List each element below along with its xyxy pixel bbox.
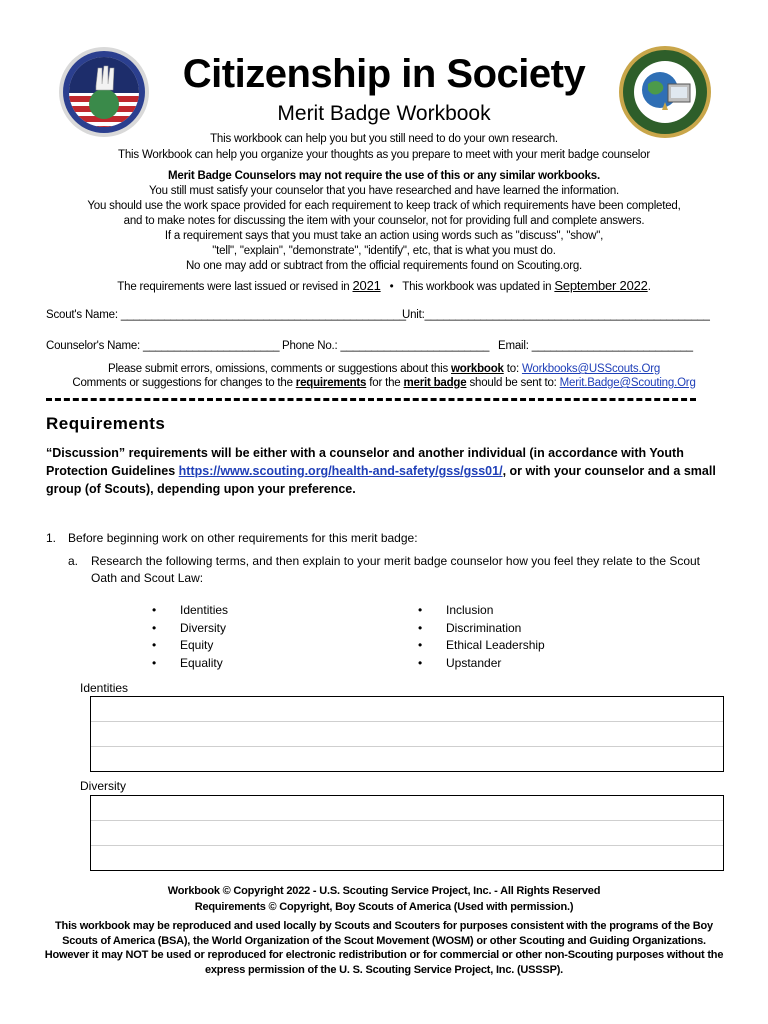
dashed-divider bbox=[46, 398, 696, 401]
updated-prefix: This workbook was updated in bbox=[402, 281, 552, 293]
workbooks-email-link[interactable]: Workbooks@USScouts.Org bbox=[521, 363, 661, 375]
intro-text: “Discussion” requirements will be either with a counselor and another individual (in accordance with Youth Protection Guidelines bbox=[46, 446, 684, 478]
identities-label: Identities bbox=[80, 681, 129, 695]
list-item: • Identities bbox=[152, 602, 372, 620]
intro-text: , or with your counselor and a small group (of Scouts), depending upon your preference. bbox=[46, 464, 716, 496]
notice-line: "tell", "explain", "demonstrate", "identify", etc, that is what you must do. bbox=[212, 245, 556, 257]
terms-list-left bbox=[152, 602, 372, 672]
requirements-word: requirements bbox=[295, 377, 367, 389]
feedback-text: for the bbox=[369, 377, 401, 389]
diversity-answer-box[interactable] bbox=[90, 795, 724, 871]
email-field[interactable]: Email: __________________________ bbox=[498, 340, 693, 352]
separator-bullet: • bbox=[389, 281, 394, 293]
reproduction-notice: This workbook may be reproduced and used locally by Scouts and Scouters for purposes consistent with the programs of the Boy Scouts of America (BSA), the World Organization of the Scout Movement (WOSM) or other Scouting and Guiding Organizations. However it may NOT be used or reproduced for electronic redistribution or for commercial or other non-Scouting purposes without the express permission of the U. S. Scouting Service Project, Inc. (USSSP). bbox=[44, 920, 724, 976]
page-subtitle: Merit Badge Workbook bbox=[277, 102, 491, 125]
list-item: • Diversity bbox=[152, 620, 372, 638]
unit-field[interactable]: Unit:______________________________________________ bbox=[402, 309, 710, 321]
merit-badge-email-link[interactable]: Merit.Badge@Scouting.Org bbox=[559, 377, 696, 389]
feedback-text: Please submit errors, omissions, comments or suggestions about this bbox=[107, 363, 449, 375]
page-title: Citizenship in Society bbox=[182, 52, 586, 96]
identities-answer-box[interactable] bbox=[90, 696, 724, 772]
diversity-label: Diversity bbox=[80, 779, 127, 793]
counselor-notice: Merit Badge Counselors may not require the use of this or any similar workbooks. bbox=[168, 170, 600, 182]
feedback-to: to: bbox=[506, 363, 519, 375]
workbook-word: workbook bbox=[451, 363, 504, 375]
list-item: • Equity bbox=[152, 637, 372, 655]
intro-line-2: This Workbook can help you organize your thoughts as you prepare to meet with your merit badge counselor bbox=[118, 149, 650, 161]
updated-date: September 2022 bbox=[554, 278, 648, 293]
list-item: • Upstander bbox=[418, 655, 658, 673]
merit-badge-word: merit badge bbox=[403, 377, 467, 389]
intro-line-1: This workbook can help you but you still need to do your own research. bbox=[210, 133, 558, 145]
copyright-line-1: Workbook © Copyright 2022 - U.S. Scouting Service Project, Inc. - All Rights Reserved bbox=[167, 885, 601, 897]
feedback-line-2 bbox=[0, 376, 768, 391]
feedback-line-1 bbox=[0, 362, 768, 377]
phone-field[interactable]: Phone No.: ________________________ bbox=[282, 340, 490, 352]
notice-line: You still must satisfy your counselor that you have researched and have learned the information. bbox=[148, 185, 620, 197]
issued-prefix: The requirements were last issued or revised in bbox=[117, 281, 350, 293]
req-text: Research the following terms, and then explain to your merit badge counselor how you feel they relate to the Scout Oath and Scout Law: bbox=[91, 554, 701, 585]
notice-line: No one may add or subtract from the official requirements found on Scouting.org. bbox=[185, 260, 583, 272]
notice-line: and to make notes for discussing the item with your counselor, not for providing full and complete answers. bbox=[123, 215, 645, 227]
requirements-heading: Requirements bbox=[46, 414, 166, 433]
updated-suffix: . bbox=[647, 281, 651, 293]
list-item: • Inclusion bbox=[418, 602, 658, 620]
notice-line: If a requirement says that you must take an action using words such as "discuss", "show", bbox=[164, 230, 604, 242]
list-item: • Discrimination bbox=[418, 620, 658, 638]
list-item: • Ethical Leadership bbox=[418, 637, 658, 655]
feedback-text: Comments or suggestions for changes to the bbox=[72, 377, 293, 389]
revision-info bbox=[0, 278, 768, 295]
req-number: 1. bbox=[46, 531, 57, 545]
req-letter: a. bbox=[68, 554, 79, 568]
counselor-name-field[interactable]: Counselor's Name: ______________________ bbox=[46, 340, 280, 352]
terms-list-right bbox=[418, 602, 658, 672]
feedback-to: should be sent to: bbox=[469, 377, 557, 389]
issued-year: 2021 bbox=[352, 278, 381, 293]
list-item: • Equality bbox=[152, 655, 372, 673]
notice-line: You should use the work space provided for each requirement to keep track of which requirements have been completed, bbox=[87, 200, 681, 212]
youth-protection-link[interactable]: https://www.scouting.org/health-and-safety/gss/gss01/ bbox=[178, 464, 503, 478]
copyright-line-2: Requirements © Copyright, Boy Scouts of America (Used with permission.) bbox=[194, 901, 574, 913]
scout-name-field[interactable]: Scout's Name: ______________________________________________ bbox=[46, 309, 406, 321]
req-text: Before beginning work on other requirements for this merit badge: bbox=[68, 531, 418, 545]
requirements-intro bbox=[46, 444, 726, 498]
